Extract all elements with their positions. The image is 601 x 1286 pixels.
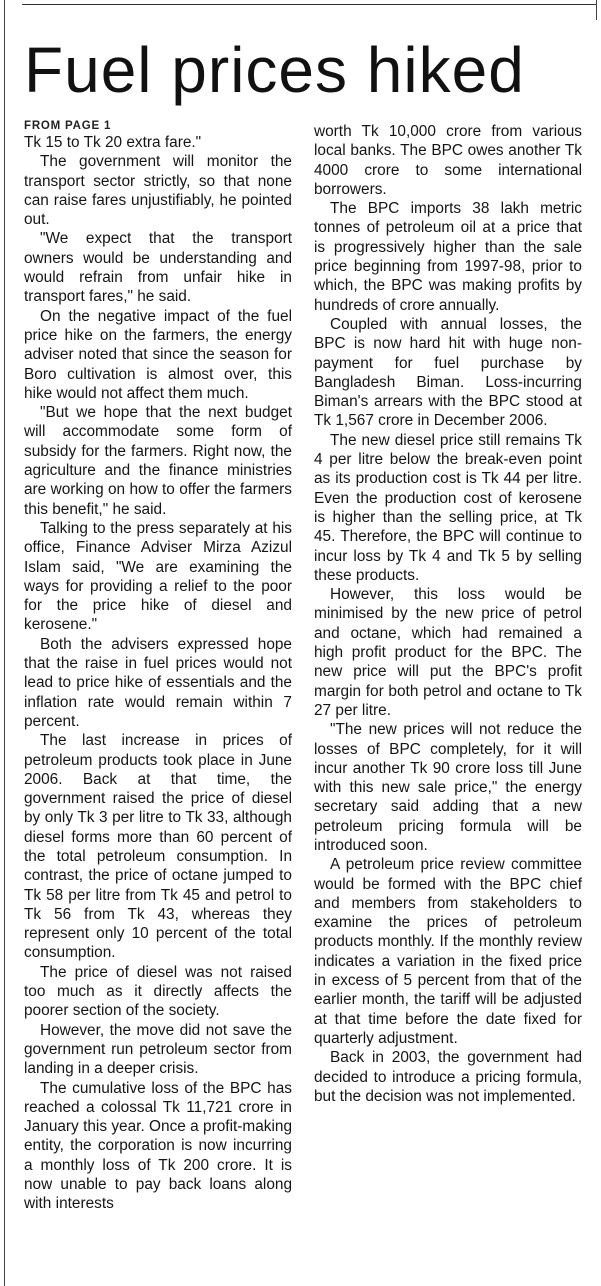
paragraph: "We expect that the transport owners would be understanding and would refrain from unfair hike in transport fares," he said. bbox=[24, 230, 292, 306]
paragraph: "The new prices will not reduce the losses of BPC completely, for it will incur another Tk 90 crore loss till June with this new sale price," the energy secretary said adding that a new petroleum pricing formula will be introduced soon. bbox=[314, 721, 582, 854]
paragraph: Coupled with annual losses, the BPC is now hard hit with huge non-payment for fuel purchase by Bangladesh Biman. Loss-incurring Biman's arrears with the BPC stood at Tk 1,567 crore in December 2006. bbox=[314, 315, 582, 430]
article-headline: Fuel prices hiked bbox=[24, 34, 525, 106]
paragraph: Both the advisers expressed hope that the raise in fuel prices would not lead to price hike of essentials and the inflation rate would remain within 7 percent. bbox=[24, 635, 292, 730]
paragraph: The government will monitor the transport sector strictly, so that none can raise fares unjustifiably, he pointed out. bbox=[24, 153, 292, 229]
article-column-2 bbox=[314, 122, 582, 1106]
paragraph: The last increase in prices of petroleum products took place in June 2006. Back at that time, the government raised the price of diesel by only Tk 3 per litre to Tk 33, although diesel forms more than 60 percent of the total petroleum consumption. In contrast, the price of octane jumped to Tk 58 per litre from Tk 45 and petrol to Tk 56 from Tk 43, whereas they represent only 10 percent of the total consumption. bbox=[24, 732, 292, 962]
paragraph: Back in 2003, the government had decided to introduce a pricing formula, but the decision was not implemented. bbox=[314, 1049, 582, 1105]
clipping-right-border bbox=[596, 0, 597, 20]
paragraph: Talking to the press separately at his office, Finance Adviser Mirza Azizul Islam said, "We are examining the ways for providing a relief to the poor for the price hike of diesel and kerosene." bbox=[24, 519, 292, 634]
top-rule bbox=[22, 4, 596, 5]
paragraph: The BPC imports 38 lakh metric tonnes of petroleum oil at a price that is progressively higher than the sale price beginning from 1997-98, prior to which, the BPC was making profits by hundreds of crore annually. bbox=[314, 200, 582, 314]
article-column-1 bbox=[24, 120, 292, 1214]
paragraph: The new diesel price still remains Tk 4 per litre below the break-even point as its production cost is Tk 44 per litre. Even the production cost of kerosene is higher than the selling price, at Tk 45. Therefore, the BPC will continue to incur loss by Tk 4 and Tk 5 by selling these products. bbox=[314, 431, 582, 584]
paragraph: On the negative impact of the fuel price hike on the farmers, the energy adviser noted that since the season for Boro cultivation is almost over, this hike would not affect them much. bbox=[24, 307, 292, 402]
paragraph: "But we hope that the next budget will accommodate some form of subsidy for the farmers. Right now, the agriculture and the finance ministries are working on how to offer the farmers this benefit," he said. bbox=[24, 404, 292, 518]
paragraph: Tk 15 to Tk 20 extra fare." bbox=[24, 134, 202, 151]
paragraph: A petroleum price review committee would be formed with the BPC chief and members from stakeholders to examine the prices of petroleum products monthly. If the monthly review indicates a variation in the fixed price in excess of 5 percent from that of the earlier month, the tariff will be adjusted at that time before the date fixed for quarterly adjustment. bbox=[314, 856, 582, 1047]
paragraph: The price of diesel was not raised too much as it directly affects the poorer section of the society. bbox=[24, 963, 292, 1020]
continuation-kicker: FROM PAGE 1 bbox=[24, 120, 112, 132]
paragraph: However, the move did not save the government run petroleum sector from landing in a deeper crisis. bbox=[24, 1021, 292, 1078]
paragraph: The cumulative loss of the BPC has reached a colossal Tk 11,721 crore in January this year. Once a profit-making entity, the corporation is now incurring a monthly loss of Tk 200 crore. It is now unable to pay back loans along with interests bbox=[24, 1079, 292, 1213]
clipping-left-border bbox=[4, 0, 5, 1286]
paragraph: However, this loss would be minimised by the new price of petrol and octane, which had remained a high profit product for the BPC. The new price will put the BPC's profit margin for both petrol and octane to Tk 27 per litre. bbox=[314, 586, 582, 719]
paragraph: worth Tk 10,000 crore from various local banks. The BPC owes another Tk 4000 crore to some international borrowers. bbox=[314, 123, 582, 198]
